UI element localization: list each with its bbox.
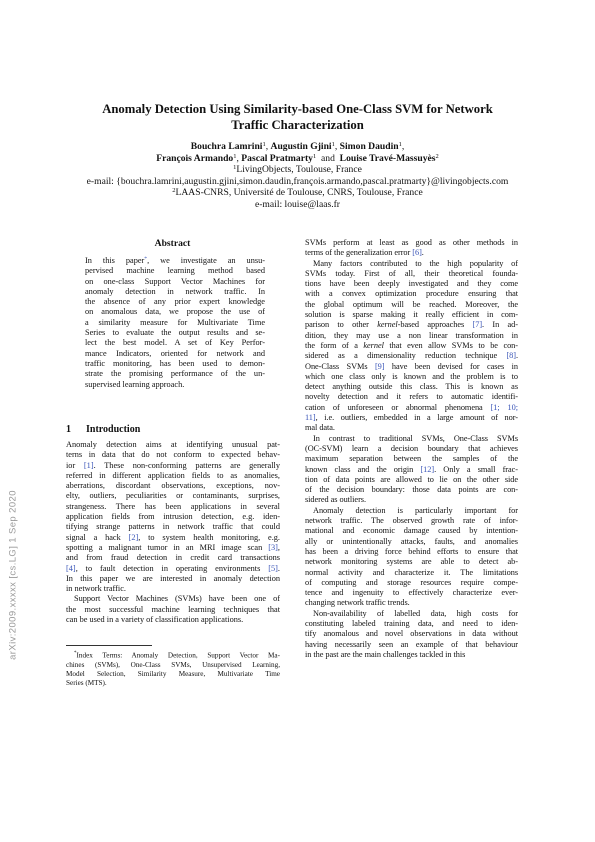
text-line: network monitoring systems are able to detect ab- <box>305 557 518 567</box>
author-name: Louise Travé-Massuyès <box>339 152 436 164</box>
citation-link[interactable]: [2] <box>128 532 139 542</box>
text-line: Series (MTS). <box>66 679 107 687</box>
text-line: Many factors contributed to the high popularity of <box>313 258 518 268</box>
citation-link[interactable]: [1] <box>83 460 94 470</box>
abstract-body <box>85 256 265 390</box>
text-line: 11], i.e. outliers, embedded in a large amount of nor- <box>305 413 518 423</box>
text-line: Support Vector Machines (SVMs) have been one of <box>74 594 280 604</box>
text-line: *Index Terms: Anomaly Detection, Support Vector Ma- <box>74 651 280 660</box>
email-1: e-mail: {bouchra.lamrini,augustin.gjini,simon.daudin,françois.armando,pascal.pratmarty}@livingobjects.com <box>86 175 509 187</box>
text-line: aberrations, discordant observations, exceptions, nov- <box>66 481 280 491</box>
email-2: e-mail: louise@laas.fr <box>254 198 341 210</box>
text-line: terns in data that do not conform to expected behav- <box>66 450 280 460</box>
text-line: on anomalous data, we propose the use of <box>85 307 265 317</box>
text-line: ally or unintentionally attacks, faults, and anomalies <box>305 536 518 546</box>
text-line: tify anomalous and novel observations in data without <box>305 629 518 639</box>
text-line: a similarity measure for Multivariate Time <box>85 317 265 327</box>
text-line: supervised learning approach. <box>85 379 185 389</box>
arxiv-id-text: arXiv:2009.xxxxx [cs.LG] 1 Sep 2020 <box>7 490 19 660</box>
footnote <box>66 649 280 688</box>
text-line: solution is sparse making it really efficient in com- <box>305 310 518 320</box>
title-line: Anomaly Detection Using Similarity-based One-Class SVM for Network <box>102 102 493 116</box>
author-name: Augustin Gjini <box>270 141 332 152</box>
text-line: SVMs perform at least as good as other methods in <box>305 238 518 247</box>
text-line: sidered as outliers. <box>305 495 366 505</box>
text-line: ior [1]. These non-conforming patterns are generally <box>66 460 280 470</box>
text-line: the global optimum will be reached. Moreover, the <box>305 299 518 309</box>
author-line <box>10 153 585 165</box>
citation-link[interactable]: [5] <box>268 563 278 573</box>
text-line: In contrast to traditional SVMs, One-Class SVMs <box>313 433 518 443</box>
text-line: the most successful machine learning techniques that <box>66 604 280 614</box>
citation-link[interactable]: [3] <box>268 542 278 552</box>
text-line: Series to evaluate the output results and se- <box>85 328 265 338</box>
affil-mark: 1 <box>331 141 335 148</box>
footnote-rule <box>66 645 152 646</box>
text-line: mance Indicators, oriented for network and <box>85 348 265 358</box>
affiliation-text: LivingObjects, Toulouse, France <box>236 164 362 176</box>
citation-link[interactable]: [9] <box>374 361 385 371</box>
text-line: cation of unforeseen or abnormal phenomena [1; 10; <box>305 402 518 412</box>
citation-link[interactable]: [8] <box>506 351 516 361</box>
separator: , <box>265 141 269 152</box>
text-line: of computing and storage resources require compe- <box>305 577 518 587</box>
author-name: François Armando <box>156 152 234 164</box>
text-line: in network traffic. <box>66 584 126 594</box>
affil-mark: 2 <box>435 152 439 160</box>
affiliation-2 <box>10 187 585 199</box>
title-line: Traffic Characterization <box>231 118 364 132</box>
text-line: has been a driving force behind efforts to ensure that <box>305 546 518 556</box>
text-line: strate the promising performance of the un- <box>85 369 265 379</box>
text-line: mational and economic damage caused by intention- <box>305 526 518 536</box>
footnote-symbol: * <box>74 651 77 656</box>
text-line: normal activity and characterize it. The limitations <box>305 567 518 577</box>
text-line: Anomaly detection is particularly important for <box>313 505 518 515</box>
text-line: in the past are the main challenges tackled in this <box>305 649 466 659</box>
text-line: In this paper*, we investigate an unsu- <box>85 256 265 265</box>
text-line: application fields from intrusion detection, e.g. iden- <box>66 512 280 522</box>
text-line: Model Selection, Similarity Measure, Multivariate Time <box>66 669 280 678</box>
text-line: known class and the origin [12]. Only a small frac- <box>305 464 519 474</box>
author-line <box>10 141 585 153</box>
text-line: constituting labeled training data, and need to iden- <box>305 618 518 628</box>
right-column-body <box>305 238 518 660</box>
footnote-mark[interactable]: * <box>144 256 148 262</box>
text-line: and from fraud detection in credit card transactions <box>66 553 280 563</box>
text-line: pervised machine learning method based <box>85 266 265 276</box>
author-name: Pascal Pratmarty <box>241 152 313 164</box>
text-line: dition, they may use a non linear transformation in <box>305 330 518 340</box>
text-line: Non-availability of labelled data, high costs for <box>313 608 518 618</box>
text-line: the form of a kernel that even allow SVMs to be con- <box>305 340 518 350</box>
text-line: signal a hack [2], to system health monitoring, e.g. <box>66 532 280 542</box>
text-line: tence and ingenuity to effectively characterize ever- <box>305 588 518 598</box>
affiliation-1 <box>10 164 585 176</box>
text-line: traffic monitoring, has been used to demon- <box>85 358 265 368</box>
text-line: network traffic. The observed growth rate of infor- <box>305 516 518 526</box>
citation-link[interactable]: [1; 10; <box>490 402 518 412</box>
text-line: of the decision boundary: those data points are con- <box>305 485 518 495</box>
text-line: SVMs today. First of all, their theoretical founda- <box>305 268 518 278</box>
text-line: anomaly detection in network traffic. In <box>85 286 265 296</box>
text-line: elty, outliers, peculiarities or contaminants, surprises, <box>66 491 280 501</box>
author-name: Bouchra Lamrini <box>190 141 263 152</box>
citation-link[interactable]: 11] <box>305 413 316 423</box>
text-line: lect the best model. A set of Key Perfor- <box>85 338 265 348</box>
text-line: with a convex optimization procedure ensuring that <box>305 289 518 299</box>
text-line: (OC-SVM) learn a decision boundary that achieves <box>305 443 518 453</box>
text-line: referred in different application fields to as anomalies, <box>66 470 280 480</box>
text-line: One-Class SVMs [9] have been devised for cases in <box>305 361 518 371</box>
affil-mark: 1 <box>262 141 266 148</box>
separator: , <box>401 141 405 152</box>
separator: , <box>236 152 239 164</box>
citation-link[interactable]: [4] <box>66 563 76 573</box>
affil-mark: 1 <box>398 141 402 148</box>
text-line: tion of data points are allowed to lie on the other side <box>305 474 518 484</box>
text-line: mal data. <box>305 423 335 433</box>
text-line: the absence of any prior expert knowledge <box>85 297 265 307</box>
affil-mark: 1 <box>233 164 237 172</box>
author-block <box>10 141 585 211</box>
intro-body <box>66 440 280 625</box>
affiliation-text: LAAS-CNRS, Université de Toulouse, CNRS, Toulouse, France <box>175 187 423 199</box>
affil-mark: 1 <box>233 152 237 160</box>
text-line: maximum separation between the samples of the <box>305 454 518 464</box>
text-line: on one-class Support Vector Machines for <box>85 276 265 286</box>
text-line: strangeness. There has been applications in several <box>66 501 280 511</box>
and-word: and <box>321 152 335 164</box>
affil-mark: 1 <box>312 152 317 160</box>
citation-link[interactable]: [7] <box>472 320 483 330</box>
citation-link[interactable]: [6] <box>412 248 422 258</box>
author-name: Simon Daudin <box>339 141 399 152</box>
section-heading <box>66 424 140 435</box>
abstract-heading: Abstract <box>154 238 191 249</box>
text-line: which one class only is known and the problem is to <box>305 371 518 381</box>
text-line: Anomaly detection aims at identifying unusual pat- <box>66 440 280 449</box>
section-number: 1 <box>66 424 71 435</box>
text-line: chines (SVMs), One-Class SVMs, Unsupervised Learning, <box>66 660 280 669</box>
text-line: sidered as a dimensionality reduction technique [8]. <box>305 351 518 361</box>
arxiv-sidebar-identifier <box>3 465 23 685</box>
text-line: parison to other kernel-based approaches [7]. In ad- <box>305 320 518 330</box>
affil-mark: 2 <box>172 187 176 195</box>
text-line: having necessarily seen an example of that behaviour <box>305 639 518 649</box>
separator: , <box>334 141 338 152</box>
text-line: novelty detection and it refers to automatic identifi- <box>305 392 518 402</box>
text-line: changing network traffic trends. <box>305 598 410 608</box>
text-line: spotting a malignant tumor in an MRI image scan [3], <box>66 542 280 552</box>
citation-link[interactable]: [12] <box>420 464 435 474</box>
text-line: In this paper we are interested in anomaly detection <box>66 573 280 583</box>
section-title: Introduction <box>86 424 141 435</box>
text-line: tions have been deeply investigated and they come <box>305 279 518 289</box>
paper-title <box>40 101 555 133</box>
text-line: detect anything outside this class. This is known as <box>305 382 518 392</box>
text-line: [4], to fault detection in operating environments [5]. <box>66 563 280 573</box>
text-line: terms of the generalization error [6]. <box>305 248 424 258</box>
text-line: can be used in a variety of classification applications. <box>66 615 244 625</box>
text-line: tifying strange patterns in network traffic that could <box>66 522 280 532</box>
